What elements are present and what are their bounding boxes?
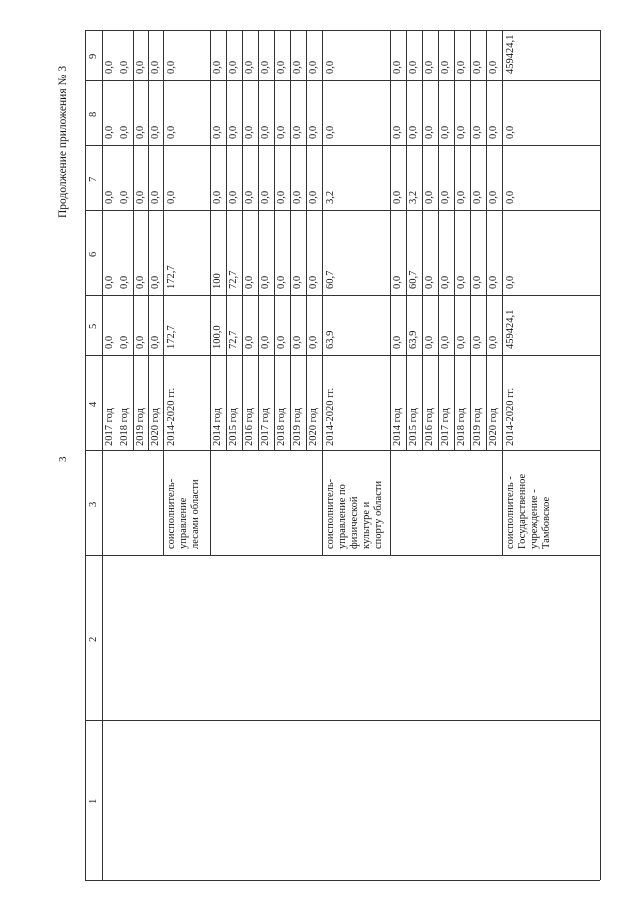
value-cell-c8: 0,0 — [276, 125, 287, 139]
row-divider — [322, 30, 323, 555]
period-cell: 2014-2020 гг. — [325, 387, 336, 446]
value-cell-c9: 0,0 — [244, 60, 255, 74]
value-cell-c9: 0,0 — [150, 60, 161, 74]
value-cell-c5: 0,0 — [104, 335, 115, 349]
row-divider — [406, 30, 407, 450]
value-cell-c8: 0,0 — [456, 125, 467, 139]
value-cell-c6: 0,0 — [135, 275, 146, 289]
value-cell-c6: 0,0 — [440, 275, 451, 289]
value-cell-c9: 0,0 — [408, 60, 419, 74]
row-divider — [274, 30, 275, 450]
period-cell: 2019 год — [292, 408, 303, 446]
value-cell-c6: 0,0 — [292, 275, 303, 289]
value-cell-c7: 0,0 — [166, 190, 177, 204]
value-cell-c5: 0,0 — [456, 335, 467, 349]
value-cell-c7: 0,0 — [440, 190, 451, 204]
value-cell-c6: 0,0 — [456, 275, 467, 289]
value-cell-c8: 0,0 — [408, 125, 419, 139]
row-divider — [502, 30, 503, 555]
row-divider — [422, 30, 423, 450]
value-cell-c8: 0,0 — [505, 125, 516, 139]
row-divider — [242, 30, 243, 450]
value-cell-c7: 3,2 — [325, 190, 336, 204]
value-cell-c7: 0,0 — [456, 190, 467, 204]
value-cell-c8: 0,0 — [472, 125, 483, 139]
value-cell-c8: 0,0 — [292, 125, 303, 139]
header-cell-1: 1 — [88, 798, 99, 804]
period-cell: 2019 год — [135, 408, 146, 446]
value-cell-c5: 172,7 — [166, 325, 177, 349]
value-cell-c8: 0,0 — [119, 125, 130, 139]
value-cell-c9: 0,0 — [392, 60, 403, 74]
value-cell-c9: 0,0 — [166, 60, 177, 74]
period-cell: 2014 год — [392, 408, 403, 446]
value-cell-c9: 0,0 — [424, 60, 435, 74]
value-cell-c9: 0,0 — [325, 60, 336, 74]
value-cell-c7: 0,0 — [424, 190, 435, 204]
period-cell: 2020 год — [488, 408, 499, 446]
value-cell-c5: 0,0 — [276, 335, 287, 349]
value-cell-c9: 0,0 — [260, 60, 271, 74]
value-cell-c9: 459424,1 — [505, 34, 516, 74]
period-cell: 2018 год — [276, 408, 287, 446]
value-cell-c8: 0,0 — [440, 125, 451, 139]
header-cell-7: 7 — [88, 176, 99, 182]
value-cell-c7: 0,0 — [244, 190, 255, 204]
period-cell: 2014-2020 гг. — [505, 387, 516, 446]
row-divider — [600, 30, 601, 555]
row-divider — [163, 30, 164, 555]
page-number: 3 — [57, 456, 69, 462]
value-cell-c8: 0,0 — [104, 125, 115, 139]
value-cell-c5: 459424,1 — [505, 309, 516, 349]
value-cell-c7: 0,0 — [212, 190, 223, 204]
value-cell-c5: 0,0 — [440, 335, 451, 349]
value-cell-c9: 0,0 — [135, 60, 146, 74]
value-cell-c7: 0,0 — [228, 190, 239, 204]
period-cell: 2019 год — [472, 408, 483, 446]
value-cell-c7: 0,0 — [276, 190, 287, 204]
value-cell-c5: 0,0 — [244, 335, 255, 349]
executor-cell: соисполнитель - Государственное учреждение - Тамбовское — [505, 473, 553, 549]
value-cell-c6: 60,7 — [408, 270, 419, 289]
value-cell-c5: 0,0 — [292, 335, 303, 349]
value-cell-c6: 0,0 — [276, 275, 287, 289]
value-cell-c8: 0,0 — [308, 125, 319, 139]
value-cell-c8: 0,0 — [166, 125, 177, 139]
value-cell-c6: 172,7 — [166, 265, 177, 289]
value-cell-c8: 0,0 — [488, 125, 499, 139]
value-cell-c6: 0,0 — [472, 275, 483, 289]
period-cell: 2017 год — [260, 408, 271, 446]
value-cell-c8: 0,0 — [228, 125, 239, 139]
value-cell-c6: 0,0 — [308, 275, 319, 289]
header-cell-4: 4 — [88, 401, 99, 407]
value-cell-c6: 100 — [212, 273, 223, 289]
value-cell-c5: 100,0 — [212, 325, 223, 349]
period-cell: 2020 год — [150, 408, 161, 446]
period-cell: 2014-2020 гг. — [166, 387, 177, 446]
header-cell-6: 6 — [88, 251, 99, 257]
value-cell-c5: 0,0 — [150, 335, 161, 349]
period-cell: 2016 год — [424, 408, 435, 446]
value-cell-c6: 0,0 — [392, 275, 403, 289]
value-cell-c9: 0,0 — [472, 60, 483, 74]
value-cell-c9: 0,0 — [488, 60, 499, 74]
value-cell-c6: 0,0 — [424, 275, 435, 289]
value-cell-c8: 0,0 — [244, 125, 255, 139]
value-cell-c9: 0,0 — [104, 60, 115, 74]
value-cell-c8: 0,0 — [325, 125, 336, 139]
header-cell-9: 9 — [88, 53, 99, 59]
period-cell: 2018 год — [456, 408, 467, 446]
value-cell-c6: 0,0 — [260, 275, 271, 289]
value-cell-c8: 0,0 — [424, 125, 435, 139]
value-cell-c7: 0,0 — [104, 190, 115, 204]
value-cell-c9: 0,0 — [308, 60, 319, 74]
value-cell-c5: 0,0 — [119, 335, 130, 349]
header-cell-3: 3 — [88, 501, 99, 507]
row-divider — [390, 30, 391, 555]
value-cell-c8: 0,0 — [212, 125, 223, 139]
row-divider — [226, 30, 227, 450]
value-cell-c7: 0,0 — [292, 190, 303, 204]
value-cell-c5: 72,7 — [228, 330, 239, 349]
value-cell-c6: 0,0 — [505, 275, 516, 289]
executor-cell: соисполнитель- управление лесами области — [166, 478, 202, 549]
row-divider — [290, 30, 291, 450]
row-divider — [148, 30, 149, 450]
appendix-label: Продолжение приложения № 3 — [57, 65, 69, 218]
value-cell-c9: 0,0 — [440, 60, 451, 74]
value-cell-c7: 0,0 — [505, 190, 516, 204]
row-divider — [438, 30, 439, 450]
value-cell-c7: 0,0 — [135, 190, 146, 204]
value-cell-c7: 0,0 — [308, 190, 319, 204]
value-cell-c9: 0,0 — [276, 60, 287, 74]
header-cell-5: 5 — [88, 323, 99, 329]
value-cell-c6: 0,0 — [104, 275, 115, 289]
value-cell-c7: 0,0 — [150, 190, 161, 204]
value-cell-c6: 0,0 — [488, 275, 499, 289]
executor-cell: соисполнитель- управление по физической культуре и спорту области — [325, 478, 385, 549]
column-divider — [85, 555, 600, 556]
value-cell-c6: 0,0 — [119, 275, 130, 289]
period-cell: 2018 год — [119, 408, 130, 446]
value-cell-c7: 3,2 — [408, 190, 419, 204]
value-cell-c5: 0,0 — [488, 335, 499, 349]
value-cell-c8: 0,0 — [260, 125, 271, 139]
value-cell-c7: 0,0 — [392, 190, 403, 204]
row-divider — [486, 30, 487, 450]
value-cell-c5: 0,0 — [472, 335, 483, 349]
value-cell-c5: 0,0 — [424, 335, 435, 349]
header-divider — [102, 30, 103, 880]
value-cell-c5: 63,9 — [408, 330, 419, 349]
value-cell-c5: 0,0 — [135, 335, 146, 349]
value-cell-c9: 0,0 — [212, 60, 223, 74]
value-cell-c5: 0,0 — [392, 335, 403, 349]
value-cell-c8: 0,0 — [150, 125, 161, 139]
value-cell-c7: 0,0 — [260, 190, 271, 204]
period-cell: 2017 год — [440, 408, 451, 446]
value-cell-c6: 60,7 — [325, 270, 336, 289]
column-divider — [85, 720, 600, 721]
value-cell-c5: 0,0 — [308, 335, 319, 349]
row-divider — [470, 30, 471, 450]
value-cell-c5: 0,0 — [260, 335, 271, 349]
value-cell-c8: 0,0 — [135, 125, 146, 139]
value-cell-c5: 63,9 — [325, 330, 336, 349]
table-border-left — [85, 30, 86, 880]
value-cell-c9: 0,0 — [456, 60, 467, 74]
table-border-bottom — [85, 880, 600, 881]
row-divider — [454, 30, 455, 450]
period-cell: 2014 год — [212, 408, 223, 446]
row-divider — [133, 30, 134, 450]
value-cell-c8: 0,0 — [392, 125, 403, 139]
period-cell: 2017 год — [104, 408, 115, 446]
row-divider — [258, 30, 259, 450]
header-cell-8: 8 — [88, 111, 99, 117]
value-cell-c7: 0,0 — [488, 190, 499, 204]
value-cell-c9: 0,0 — [292, 60, 303, 74]
period-cell: 2020 год — [308, 408, 319, 446]
value-cell-c6: 72,7 — [228, 270, 239, 289]
period-cell: 2016 год — [244, 408, 255, 446]
header-cell-2: 2 — [88, 636, 99, 642]
period-cell: 2015 год — [408, 408, 419, 446]
value-cell-c9: 0,0 — [228, 60, 239, 74]
period-cell: 2015 год — [228, 408, 239, 446]
value-cell-c9: 0,0 — [119, 60, 130, 74]
value-cell-c7: 0,0 — [472, 190, 483, 204]
value-cell-c7: 0,0 — [119, 190, 130, 204]
row-divider — [306, 30, 307, 450]
value-cell-c6: 0,0 — [150, 275, 161, 289]
row-divider — [210, 30, 211, 555]
value-cell-c6: 0,0 — [244, 275, 255, 289]
